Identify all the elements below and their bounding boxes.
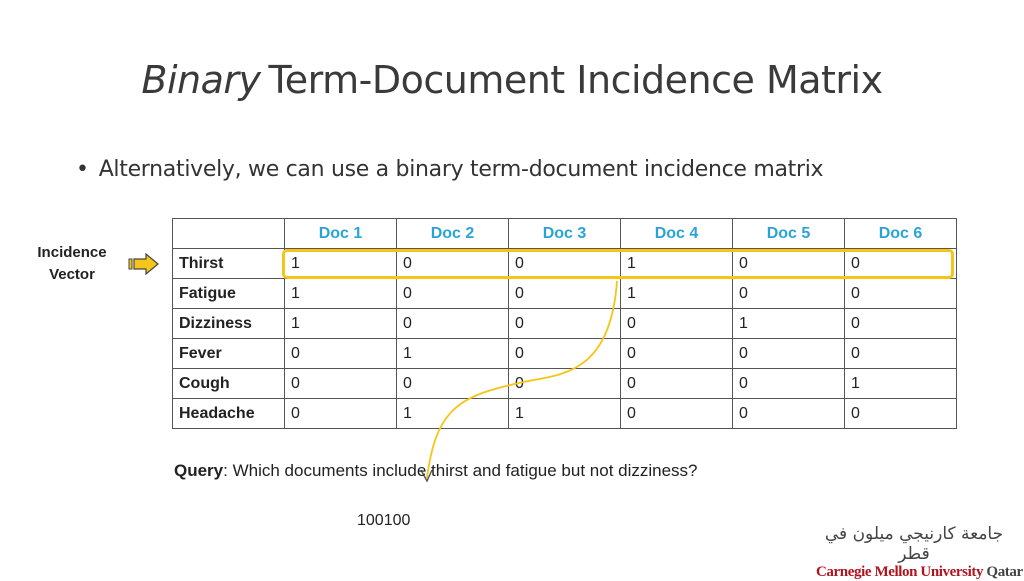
matrix-cell: 1 bbox=[733, 309, 845, 339]
matrix-cell: 1 bbox=[285, 249, 397, 279]
matrix-cell: 0 bbox=[397, 279, 509, 309]
matrix-cell: 0 bbox=[845, 339, 957, 369]
matrix-cell: 1 bbox=[621, 249, 733, 279]
matrix-cell: 0 bbox=[733, 369, 845, 399]
side-label-line2: Vector bbox=[49, 266, 95, 283]
matrix-cell: 0 bbox=[397, 369, 509, 399]
matrix-cell: 0 bbox=[621, 309, 733, 339]
matrix-cell: 0 bbox=[397, 309, 509, 339]
matrix-cell: 0 bbox=[621, 399, 733, 429]
row-term-label: Dizziness bbox=[173, 309, 285, 339]
matrix-cell: 0 bbox=[509, 369, 621, 399]
column-header-doc-2: Doc 2 bbox=[397, 219, 509, 249]
matrix-cell: 0 bbox=[509, 249, 621, 279]
matrix-cell: 0 bbox=[845, 399, 957, 429]
column-header-doc-5: Doc 5 bbox=[733, 219, 845, 249]
matrix-cell: 0 bbox=[733, 339, 845, 369]
matrix-cell: 0 bbox=[509, 309, 621, 339]
corner-cell bbox=[173, 219, 285, 249]
table-row bbox=[173, 279, 957, 309]
matrix-cell: 0 bbox=[509, 279, 621, 309]
slide-title bbox=[0, 58, 1024, 102]
column-header-doc-6: Doc 6 bbox=[845, 219, 957, 249]
column-header-doc-4: Doc 4 bbox=[621, 219, 733, 249]
query-line bbox=[174, 461, 698, 481]
matrix-cell: 0 bbox=[285, 339, 397, 369]
matrix-cell: 0 bbox=[621, 339, 733, 369]
matrix-cell: 0 bbox=[621, 369, 733, 399]
logo-arabic: جامعة كارنيجي ميلون في قطر bbox=[824, 524, 1004, 564]
matrix-cell: 1 bbox=[285, 309, 397, 339]
row-term-label: Fever bbox=[173, 339, 285, 369]
table-row bbox=[173, 339, 957, 369]
matrix-cell: 0 bbox=[285, 399, 397, 429]
column-header-doc-1: Doc 1 bbox=[285, 219, 397, 249]
table-row bbox=[173, 249, 957, 279]
cmu-qatar-logo bbox=[816, 524, 1023, 581]
bullet-text: Alternatively, we can use a binary term-document incidence matrix bbox=[98, 157, 824, 182]
incidence-matrix bbox=[172, 218, 957, 429]
matrix-cell: 0 bbox=[733, 249, 845, 279]
bullet-point bbox=[76, 157, 823, 182]
matrix-cell: 0 bbox=[733, 399, 845, 429]
logo-cmu: Carnegie Mellon University bbox=[816, 564, 984, 580]
row-term-label: Fatigue bbox=[173, 279, 285, 309]
query-label: Query bbox=[174, 461, 224, 480]
matrix-cell: 0 bbox=[845, 309, 957, 339]
row-term-label: Headache bbox=[173, 399, 285, 429]
query-text: : Which documents include thirst and fatigue but not dizziness? bbox=[223, 461, 698, 480]
matrix-cell: 1 bbox=[509, 399, 621, 429]
logo-wordmark bbox=[816, 564, 1023, 581]
matrix-cell: 1 bbox=[397, 399, 509, 429]
header-row bbox=[173, 219, 957, 249]
logo-qatar: Qatar bbox=[983, 564, 1023, 580]
matrix-cell: 0 bbox=[845, 249, 957, 279]
title-rest: Term-Document Incidence Matrix bbox=[268, 58, 883, 102]
matrix-cell: 1 bbox=[621, 279, 733, 309]
matrix-cell: 0 bbox=[397, 249, 509, 279]
row-term-label: Cough bbox=[173, 369, 285, 399]
matrix-cell: 1 bbox=[285, 279, 397, 309]
row-term-label: Thirst bbox=[173, 249, 285, 279]
matrix-cell: 0 bbox=[845, 279, 957, 309]
matrix-cell: 0 bbox=[733, 279, 845, 309]
incidence-vector-label bbox=[26, 242, 118, 286]
table-row bbox=[173, 399, 957, 429]
query-result: 100100 bbox=[357, 512, 411, 529]
matrix-cell: 0 bbox=[285, 369, 397, 399]
table-row bbox=[173, 309, 957, 339]
matrix-cell: 1 bbox=[397, 339, 509, 369]
matrix-cell: 1 bbox=[845, 369, 957, 399]
side-label-line1: Incidence bbox=[37, 244, 107, 261]
bullet-dot-icon: • bbox=[76, 157, 89, 182]
matrix-cell: 0 bbox=[509, 339, 621, 369]
column-header-doc-3: Doc 3 bbox=[509, 219, 621, 249]
title-italic: Binary bbox=[141, 58, 261, 102]
right-arrow-icon bbox=[128, 253, 160, 275]
table-row bbox=[173, 369, 957, 399]
